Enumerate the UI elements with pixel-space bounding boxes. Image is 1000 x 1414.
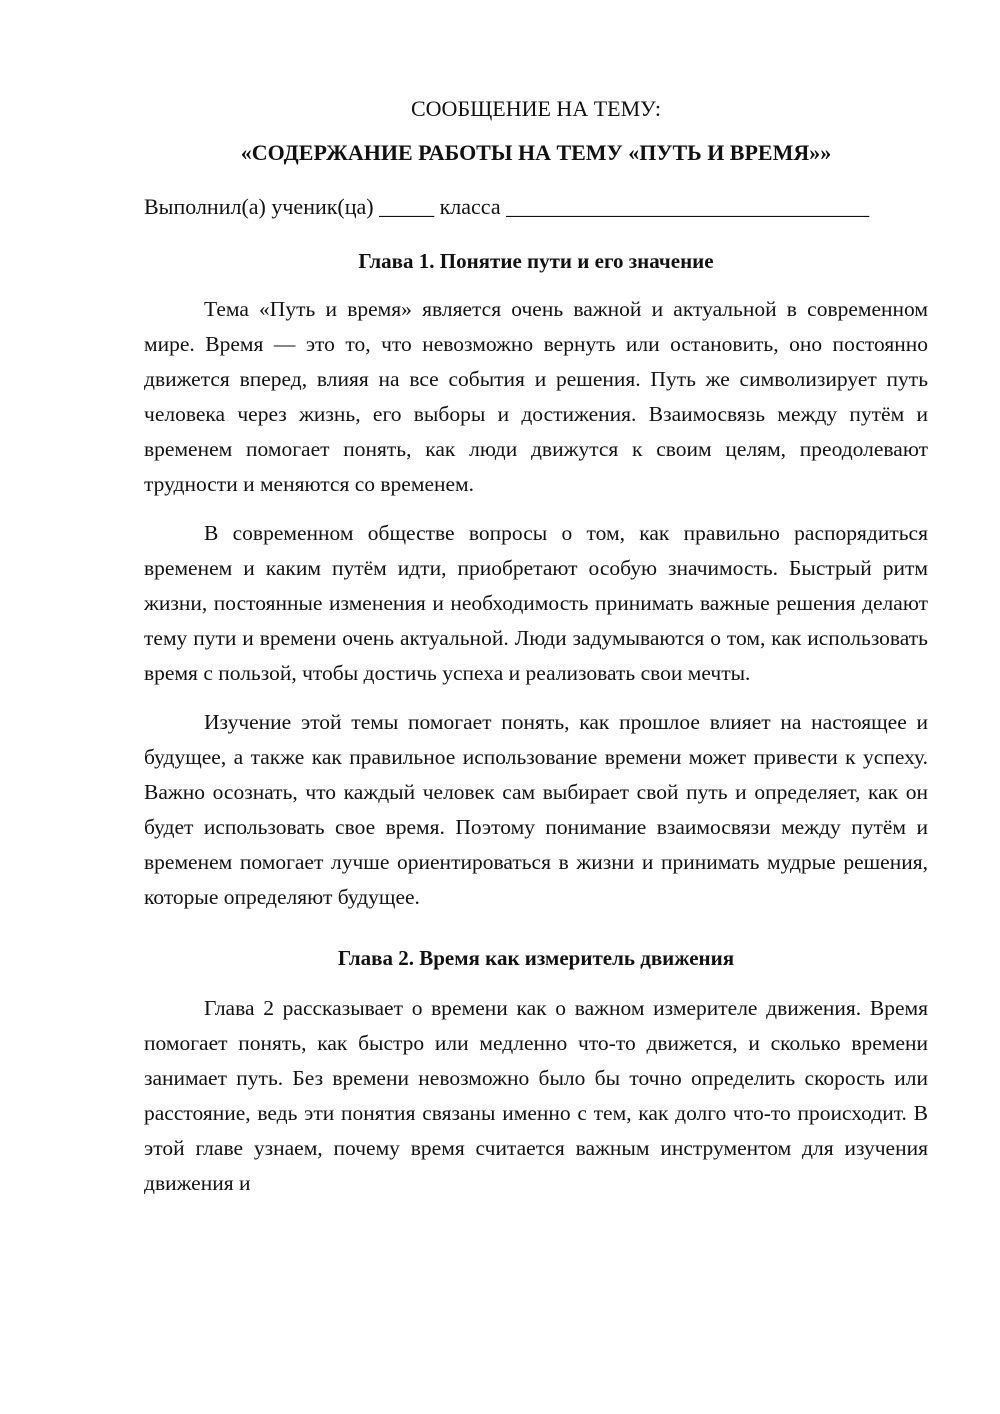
chapter-1-paragraph-3: Изучение этой темы помогает понять, как прошлое влияет на настоящее и будущее, а также как правильное использование времени может привести к успеху. Важно осознать, что каждый человек сам выбирает свой путь и определяет, как он будет использовать свое время. Поэтому понимание взаимосвязи между путём и временем помогает лучше ориентироваться в жизни и принимать мудрые решения, которые определяют будущее. — [144, 710, 928, 909]
chapter-2-title: Глава 2. Время как измеритель движения — [337, 946, 735, 970]
chapter-2-paragraph-1: Глава 2 рассказывает о времени как о важном измерителе движения. Время помогает понять, как быстро или медленно что-то движется, и сколько времени занимает путь. Без времени невозможно было бы точно определить скорость или расстояние, ведь эти понятия связаны именно с тем, как долго что-то происходит. В этой главе узнаем, почему время считается важным инструментом для изучения движения и — [144, 996, 928, 1195]
document-page — [144, 92, 928, 1201]
chapter-1-paragraph-1: Тема «Путь и время» является очень важной и актуальной в современном мире. Время — это то, что невозможно вернуть или остановить, оно постоянно движется вперед, влияя на все события и решения. Путь же символизирует путь человека через жизнь, его выборы и достижения. Взаимосвязь между путём и временем помогает понять, как люди движутся к своим целям, преодолевают трудности и меняются со временем. — [144, 297, 928, 496]
chapter-1-title: Глава 1. Понятие пути и его значение — [358, 249, 714, 273]
document-title-line1: СООБЩЕНИЕ НА ТЕМУ: — [411, 96, 661, 121]
author-line: Выполнил(а) ученик(ца) _____ класса _________________________________ — [144, 194, 870, 219]
document-title-line2: «СОДЕРЖАНИЕ РАБОТЫ НА ТЕМУ «ПУТЬ И ВРЕМЯ»» — [240, 140, 832, 165]
chapter-1-paragraph-2: В современном обществе вопросы о том, как правильно распорядиться временем и каким путём идти, приобретают особую значимость. Быстрый ритм жизни, постоянные изменения и необходимость принимать важные решения делают тему пути и времени очень актуальной. Люди задумываются о том, как использовать время с пользой, чтобы достичь успеха и реализовать свои мечты. — [144, 521, 928, 685]
